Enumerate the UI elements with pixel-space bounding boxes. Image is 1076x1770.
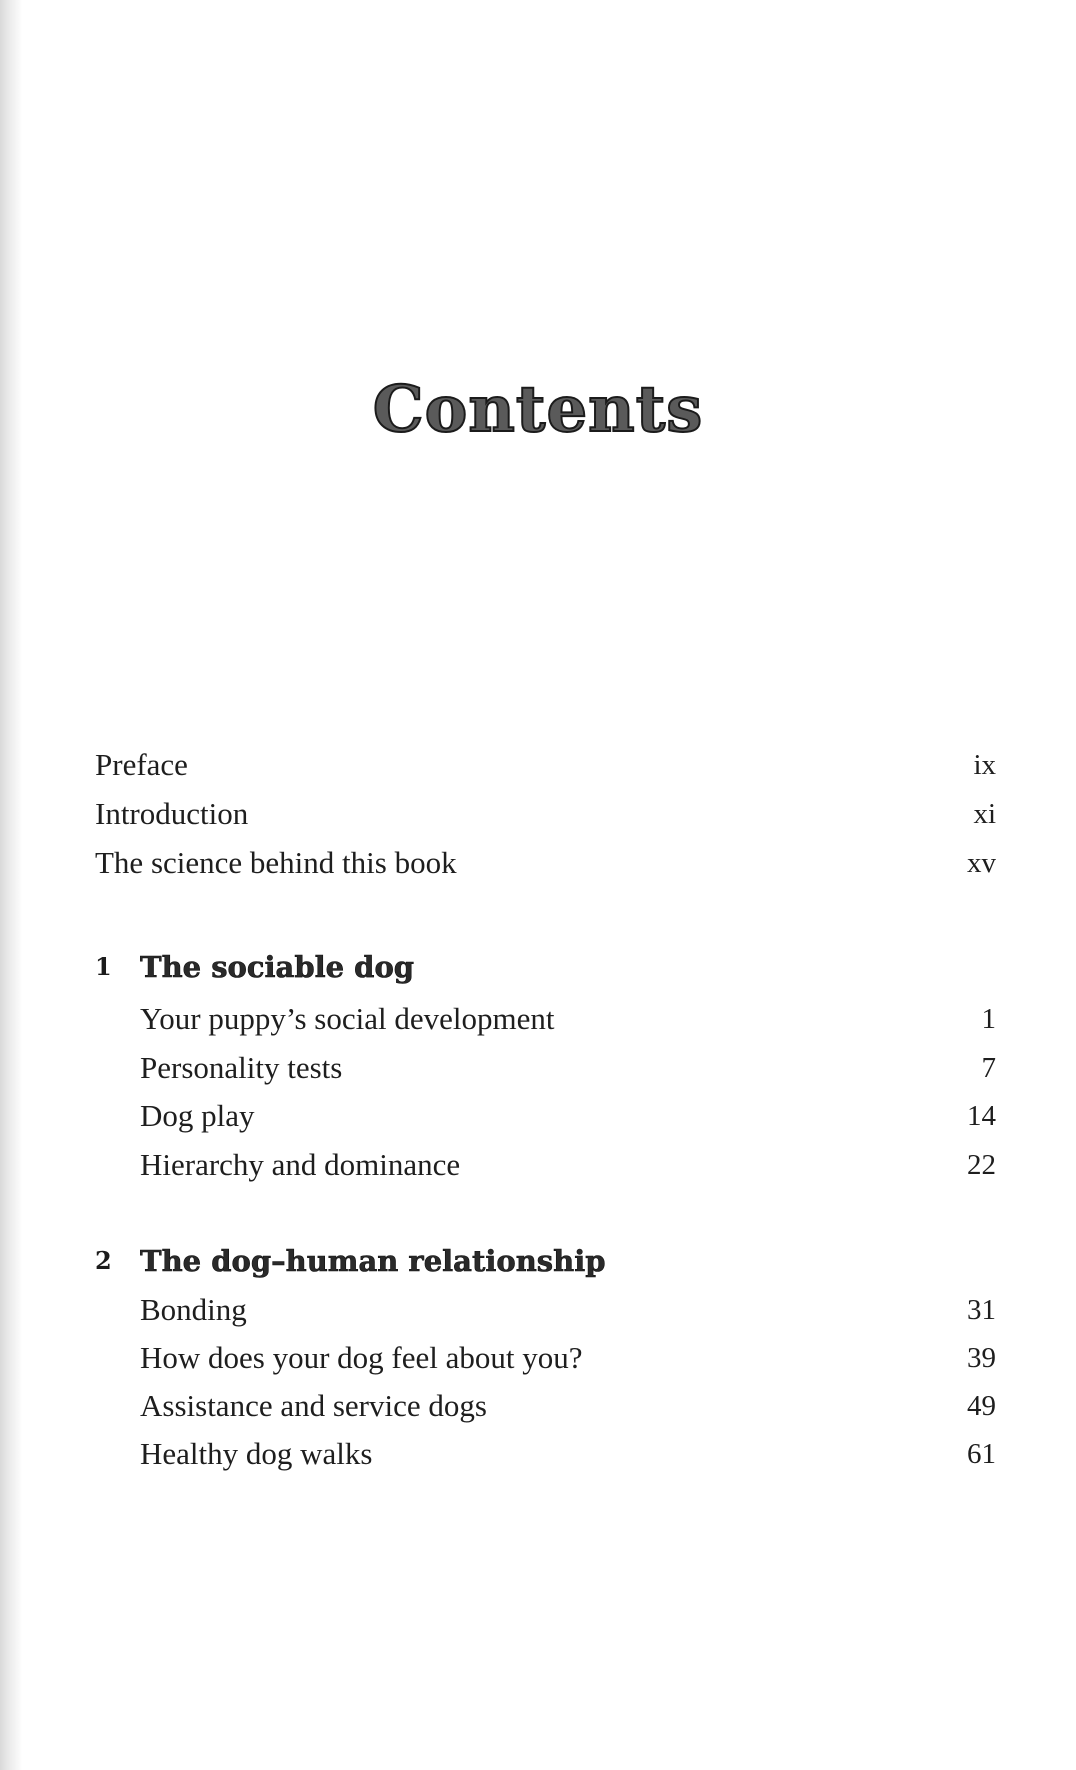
chapter-heading-1[interactable]: [0, 944, 1076, 990]
toc-entry-label: Personality tests: [140, 1050, 343, 1085]
toc-entry-label: Assistance and service dogs: [140, 1388, 487, 1423]
toc-entry-page: 22: [967, 1149, 996, 1181]
toc-entry-page: 39: [967, 1342, 996, 1374]
chapter-heading-2[interactable]: [0, 1238, 1076, 1284]
toc-entry-label: Preface: [95, 747, 188, 782]
chapter-number: 1: [95, 952, 112, 981]
toc-entry-hierarchy[interactable]: [0, 1142, 1076, 1188]
toc-entry-dog-play[interactable]: [0, 1093, 1076, 1139]
toc-entry-label: Introduction: [95, 796, 249, 831]
toc-entry-page: 31: [967, 1294, 996, 1326]
toc-entry-page: ix: [973, 749, 996, 781]
toc-entry-label: Bonding: [140, 1292, 247, 1327]
chapter-title: The dog–human relationship: [140, 1244, 606, 1278]
chapter-number: 2: [95, 1246, 112, 1275]
toc-entry-label: Healthy dog walks: [140, 1436, 373, 1471]
toc-entry-bonding[interactable]: [0, 1287, 1076, 1333]
toc-entry-social-development[interactable]: [0, 996, 1076, 1042]
toc-entry-page: 49: [967, 1390, 996, 1422]
toc-entry-personality-tests[interactable]: [0, 1045, 1076, 1091]
toc-entry-page: 61: [967, 1438, 996, 1470]
toc-entry-label: Hierarchy and dominance: [140, 1147, 461, 1182]
toc-entry-page: xv: [967, 847, 996, 879]
toc-entry-preface[interactable]: [0, 742, 1076, 788]
toc-entry-page: 1: [981, 1003, 996, 1035]
toc-entry-label: Dog play: [140, 1098, 255, 1133]
toc-entry-label: How does your dog feel about you?: [140, 1340, 583, 1375]
toc-entry-label: Your puppy’s social development: [140, 1001, 555, 1036]
toc-entry-dog-feel[interactable]: [0, 1335, 1076, 1381]
toc-entry-page: 7: [981, 1052, 996, 1084]
chapter-title: The sociable dog: [140, 950, 415, 984]
toc-entry-page: xi: [973, 798, 996, 830]
toc-entry-science[interactable]: [0, 840, 1076, 886]
toc-entry-dog-walks[interactable]: [0, 1431, 1076, 1477]
toc-entry-assistance-dogs[interactable]: [0, 1383, 1076, 1429]
toc-entry-page: 14: [967, 1100, 996, 1132]
page-title: Contents: [372, 372, 704, 447]
toc-entry-introduction[interactable]: [0, 791, 1076, 837]
toc-entry-label: The science behind this book: [95, 845, 457, 880]
